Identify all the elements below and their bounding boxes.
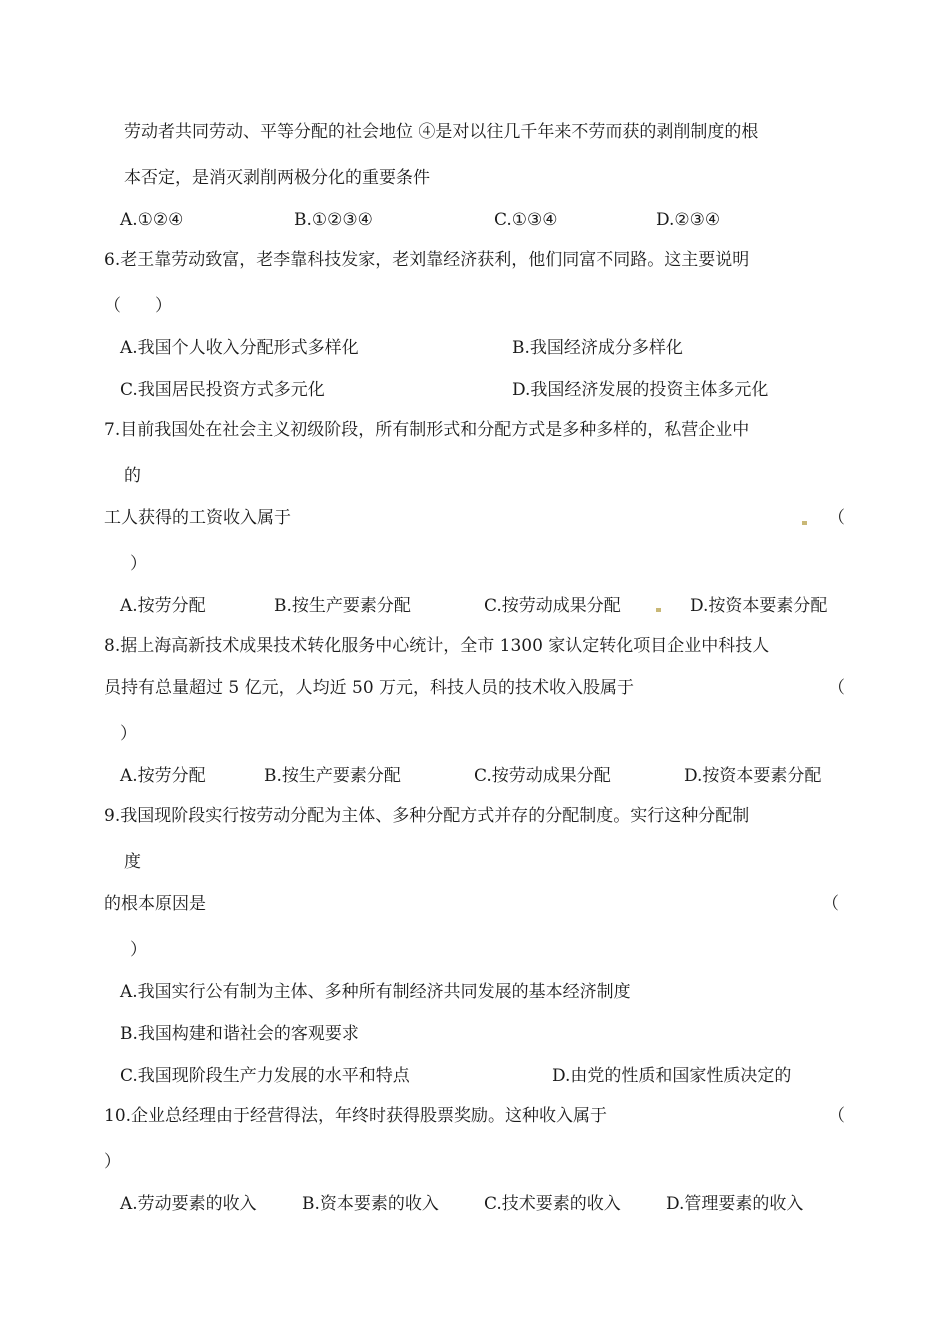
scan-mark — [802, 521, 807, 525]
q10-stem: 10.企业总经理由于经营得法，年终时获得股票奖励。这种收入属于 — [104, 1106, 608, 1126]
q9-paren-open: （ — [822, 894, 839, 914]
q9-stem-line1: 9.我国现阶段实行按劳动分配为主体、多种分配方式并存的分配制度。实行这种分配制 — [104, 806, 750, 826]
q7-paren-close: ） — [130, 554, 147, 574]
q7-option-c: C.按劳动成果分配 — [484, 596, 621, 616]
q7-option-b: B.按生产要素分配 — [274, 596, 411, 616]
q6-option-b: B.我国经济成分多样化 — [512, 338, 683, 358]
q9-option-d: D.由党的性质和国家性质决定的 — [552, 1066, 792, 1086]
q8-paren-open: （ — [828, 678, 845, 698]
q8-option-b: B.按生产要素分配 — [264, 766, 401, 786]
scan-mark — [656, 608, 661, 612]
q8-option-a: A.按劳分配 — [120, 766, 206, 786]
q10-option-a: A.劳动要素的收入 — [120, 1194, 257, 1214]
q9-option-a: A.我国实行公有制为主体、多种所有制经济共同发展的基本经济制度 — [120, 982, 631, 1002]
q5-option-d: D.②③④ — [656, 210, 721, 230]
q7-option-a: A.按劳分配 — [120, 596, 206, 616]
q9-stem-line2: 度 — [124, 852, 141, 872]
q5-option-b: B.①②③④ — [294, 210, 373, 230]
q9-paren-close: ） — [130, 940, 147, 960]
q6-option-c: C.我国居民投资方式多元化 — [120, 380, 325, 400]
q8-option-c: C.按劳动成果分配 — [474, 766, 611, 786]
q9-option-b: B.我国构建和谐社会的客观要求 — [120, 1024, 359, 1044]
q8-paren-close: ） — [120, 724, 137, 744]
q10-paren-close: ） — [104, 1152, 121, 1172]
q10-paren-open: （ — [828, 1106, 845, 1126]
q5-option-a: A.①②④ — [120, 210, 184, 230]
q5-line1: 劳动者共同劳动、平等分配的社会地位 ④是对以往几千年来不劳而获的剥削制度的根 — [124, 122, 759, 142]
q9-stem-line3: 的根本原因是 — [104, 894, 206, 914]
q7-stem-line1: 7.目前我国处在社会主义初级阶段，所有制形式和分配方式是多种多样的，私营企业中 — [104, 420, 750, 440]
q10-option-c: C.技术要素的收入 — [484, 1194, 621, 1214]
q6-option-d: D.我国经济发展的投资主体多元化 — [512, 380, 769, 400]
q6-option-a: A.我国个人收入分配形式多样化 — [120, 338, 359, 358]
q6-stem: 6.老王靠劳动致富，老李靠科技发家，老刘靠经济获利，他们同富不同路。这主要说明 — [104, 250, 750, 270]
q9-option-c: C.我国现阶段生产力发展的水平和特点 — [120, 1066, 410, 1086]
q5-option-c: C.①③④ — [494, 210, 558, 230]
q7-option-d: D.按资本要素分配 — [690, 596, 828, 616]
q8-stem-line2: 员持有总量超过 5 亿元，人均近 50 万元，科技人员的技术收入股属于 — [104, 678, 635, 698]
q5-line2: 本否定，是消灭剥削两极分化的重要条件 — [124, 168, 430, 188]
q7-stem-line3: 工人获得的工资收入属于 — [104, 508, 291, 528]
q10-option-d: D.管理要素的收入 — [666, 1194, 804, 1214]
q10-option-b: B.资本要素的收入 — [302, 1194, 439, 1214]
q8-option-d: D.按资本要素分配 — [684, 766, 822, 786]
q7-paren-open: （ — [828, 508, 845, 528]
q6-answer-paren: （ ） — [104, 296, 172, 316]
q8-stem-line1: 8.据上海高新技术成果技术转化服务中心统计，全市 1300 家认定转化项目企业中科技人 — [104, 636, 770, 656]
q7-stem-line2: 的 — [124, 466, 141, 486]
